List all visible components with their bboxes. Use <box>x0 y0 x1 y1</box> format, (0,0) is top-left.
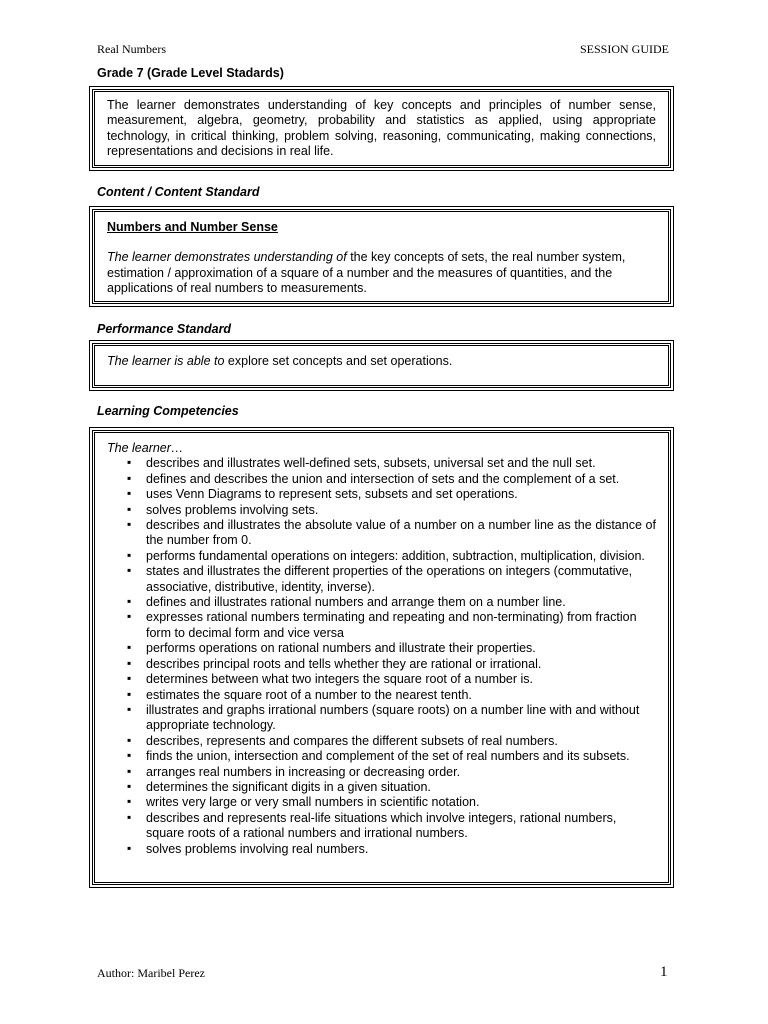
bullet-icon: ▪ <box>127 748 132 763</box>
content-text-italic: The learner demonstrates understanding of <box>107 250 347 265</box>
list-item: ▪ arranges real numbers in increasing or decreasing order. <box>127 763 461 779</box>
list-item: ▪ writes very large or very small numbers in scientific notation. <box>127 794 480 810</box>
bullet-icon: ▪ <box>127 594 132 609</box>
bullet-icon: ▪ <box>127 794 132 809</box>
list-item: ▪ describes, represents and compares the different subsets of real numbers. <box>127 732 558 748</box>
grade-standard-text: The learner demonstrates understanding of key concepts and principles of number sense, measurement, algebra, geometry, probability and statistics as applied, using appropriate technology, in critical thinking, problem solving, reasoning, communicating, making connections, representations and decisions in real life. <box>107 98 656 159</box>
list-item: ▪ describes and illustrates well-defined sets, subsets, universal set and the null set. <box>127 455 596 471</box>
bullet-icon: ▪ <box>127 655 132 670</box>
list-item: ▪ estimates the square root of a number to the nearest tenth. <box>127 686 472 702</box>
list-item: ▪ states and illustrates the different properties of the operations on integers (commutative, associative, distributive, identity, inverse). <box>127 563 633 594</box>
content-box-title: Numbers and Number Sense <box>107 220 278 234</box>
content-standard-text <box>107 250 656 296</box>
learning-competencies-box <box>92 430 671 885</box>
content-standard-box <box>92 209 671 304</box>
competencies-intro: The learner… <box>107 441 184 455</box>
bullet-icon: ▪ <box>127 763 132 778</box>
bullet-icon: ▪ <box>127 732 132 747</box>
performance-standard-heading: Performance Standard <box>97 322 232 336</box>
list-item: ▪ describes and represents real-life situations which involve integers, rational numbers, square roots of a rational numbers and irrational numbers. <box>127 809 617 841</box>
header-title: Real Numbers <box>97 42 166 56</box>
bullet-icon: ▪ <box>127 778 132 793</box>
bullet-icon: ▪ <box>127 563 132 578</box>
bullet-icon: ▪ <box>127 609 132 624</box>
grade-standard-box <box>92 89 671 168</box>
grade-heading: Grade 7 (Grade Level Stadards) <box>97 66 284 80</box>
list-item: ▪ determines the significant digits in a given situation. <box>127 778 431 794</box>
page-number: 1 <box>660 964 668 980</box>
bullet-icon: ▪ <box>127 671 132 686</box>
bullet-icon: ▪ <box>127 486 132 501</box>
content-text-body: the key concepts of sets, the real number system, estimation / approximation of a square of a number and the measures of quantities, and the applications of real numbers to measurements. <box>107 250 626 296</box>
bullet-icon: ▪ <box>127 455 132 470</box>
list-item: ▪ finds the union, intersection and complement of the set of real numbers and its subsets. <box>127 748 630 764</box>
bullet-icon: ▪ <box>127 701 132 716</box>
bullet-icon: ▪ <box>127 640 132 655</box>
performance-standard-text <box>107 354 656 369</box>
list-item: ▪ defines and illustrates rational numbers and arrange them on a number line. <box>127 594 566 610</box>
list-item: ▪ illustrates and graphs irrational numbers (square roots) on a number line with and without appropriate technology. <box>127 701 640 733</box>
list-item: ▪ describes and illustrates the absolute value of a number on a number line as the distance of the number from 0. <box>127 517 656 548</box>
list-item: ▪ uses Venn Diagrams to represent sets, subsets and set operations. <box>127 486 518 502</box>
performance-standard-box <box>92 343 671 388</box>
list-item: ▪ solves problems involving sets. <box>127 501 319 517</box>
list-item: ▪ expresses rational numbers terminating and repeating and non-terminating) from fraction form to decimal form and vice versa <box>127 609 637 640</box>
performance-text-italic: The learner is able to <box>107 354 225 368</box>
list-item: ▪ performs fundamental operations on integers: addition, subtraction, multiplication, division. <box>127 547 645 563</box>
bullet-icon: ▪ <box>127 501 132 516</box>
content-standard-heading: Content / Content Standard <box>97 185 260 199</box>
bullet-icon: ▪ <box>127 809 132 824</box>
bullet-icon: ▪ <box>127 840 132 855</box>
list-item: ▪ determines between what two integers the square root of a number is. <box>127 671 534 687</box>
list-item: ▪ performs operations on rational numbers and illustrate their properties. <box>127 640 536 656</box>
header-session-guide: SESSION GUIDE <box>580 42 670 56</box>
footer-author: Author: Maribel Perez <box>97 966 205 980</box>
competencies-list <box>107 456 656 857</box>
performance-text-body: explore set concepts and set operations. <box>224 354 453 368</box>
list-item: ▪ defines and describes the union and intersection of sets and the complement of a set. <box>127 470 620 486</box>
bullet-icon: ▪ <box>127 547 132 562</box>
list-item: ▪ solves problems involving real numbers. <box>127 840 369 856</box>
bullet-icon: ▪ <box>127 686 132 701</box>
bullet-icon: ▪ <box>127 517 132 532</box>
list-item: ▪ describes principal roots and tells whether they are rational or irrational. <box>127 655 542 671</box>
bullet-icon: ▪ <box>127 470 132 485</box>
learning-competencies-heading: Learning Competencies <box>97 404 239 418</box>
